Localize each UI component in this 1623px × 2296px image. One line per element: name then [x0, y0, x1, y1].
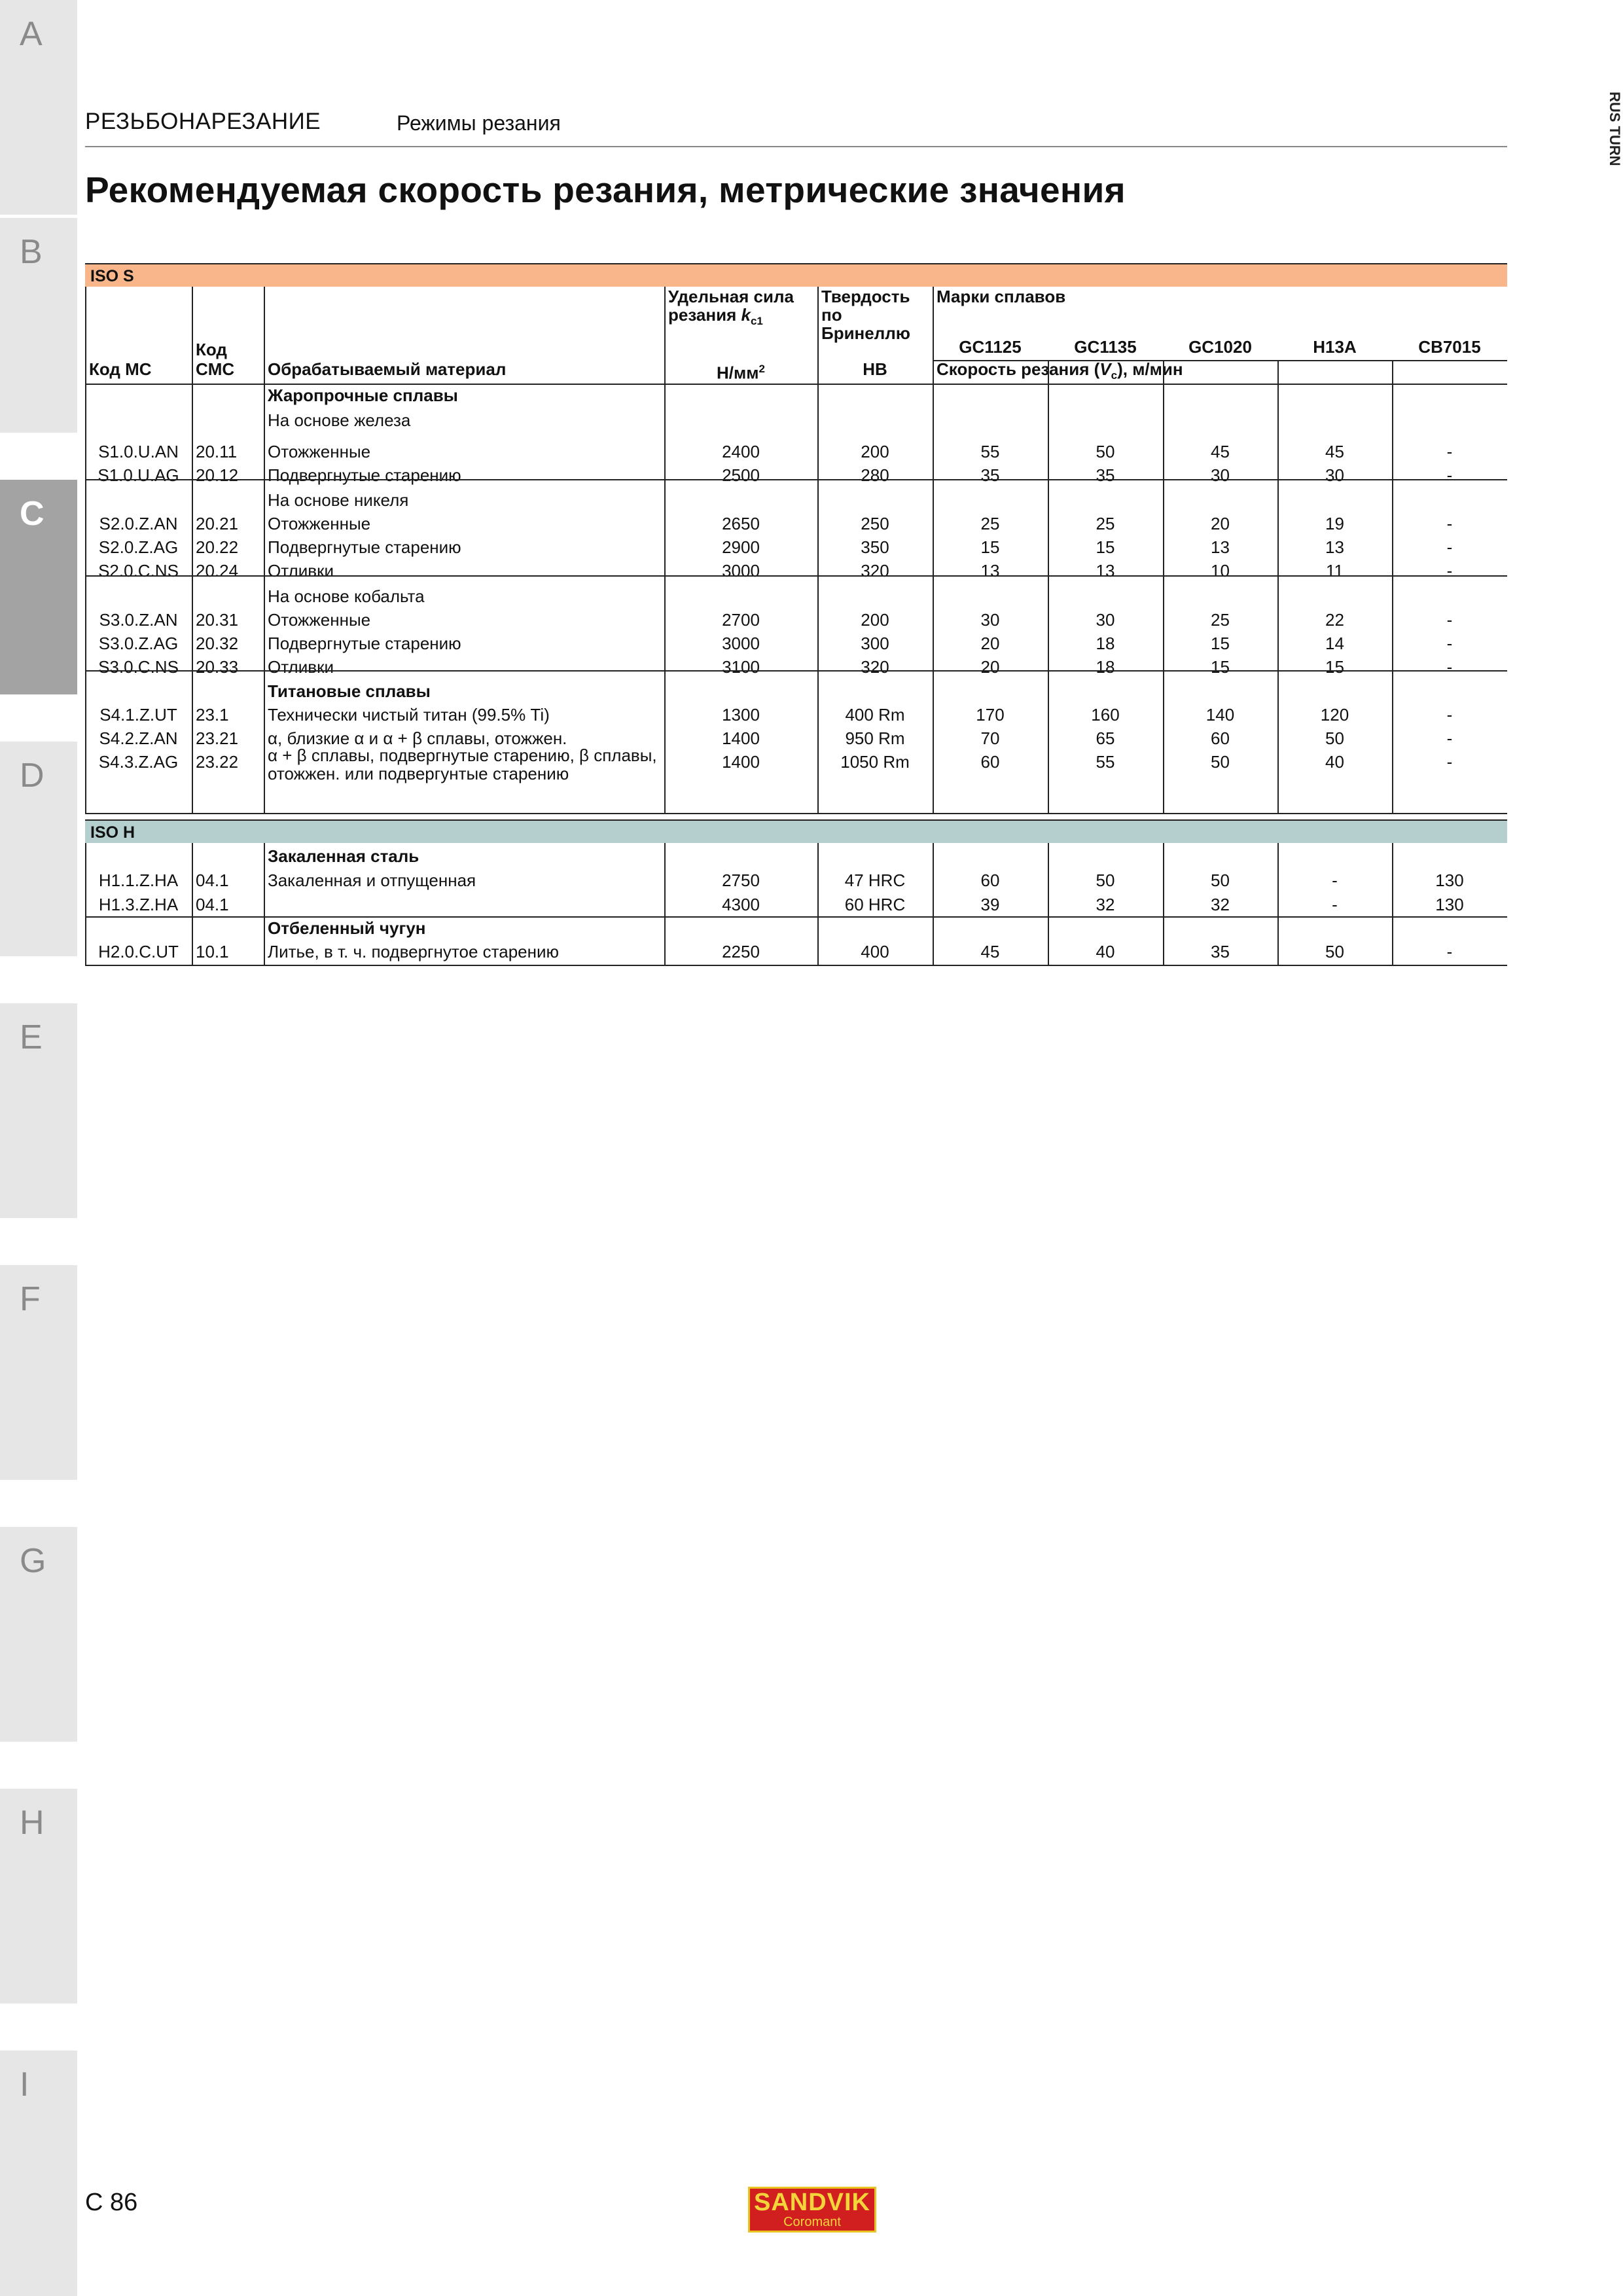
- kc-value: 3100: [722, 657, 760, 677]
- mc-code: S3.0.C.NS: [98, 657, 179, 677]
- speed-suffix: ), м/мин: [1117, 359, 1183, 379]
- speed-value: 50: [1211, 870, 1230, 890]
- header-hb-line1: Твердость: [821, 287, 910, 306]
- hardness-value: 400: [861, 942, 889, 961]
- header-kc-line1: Удельная сила: [668, 287, 794, 306]
- speed-value: -: [1446, 442, 1453, 461]
- material-name: Подвергнутые старению: [268, 465, 461, 485]
- hardness-value: 47 HRC: [844, 870, 906, 890]
- kc-value: 2900: [722, 537, 760, 557]
- speed-value: 15: [1211, 634, 1230, 653]
- speed-value: 18: [1096, 657, 1115, 677]
- cutting-speed-table: [85, 263, 1507, 970]
- speed-value: -: [1446, 657, 1453, 677]
- header-mc-code: Код MC: [89, 359, 152, 379]
- kc-value: 1400: [722, 752, 760, 772]
- header-cmc-code-2: CMC: [196, 359, 235, 379]
- header-kc-unit: [717, 357, 765, 385]
- column-rule: [264, 843, 265, 965]
- column-rule: [933, 843, 934, 965]
- speed-value: 130: [1435, 870, 1464, 890]
- grade-gc1135: GC1135: [1074, 337, 1137, 357]
- speed-value: -: [1446, 705, 1453, 725]
- speed-value: 15: [980, 537, 1000, 557]
- material-name: α, близкие α и α + β сплавы, отожжен.: [268, 728, 567, 748]
- cmc-code: 20.12: [196, 465, 239, 485]
- speed-value: 50: [1211, 752, 1230, 772]
- cmc-code: 20.24: [196, 561, 239, 581]
- tab-label: C: [20, 495, 45, 533]
- hardness-value: 950 Rm: [845, 728, 905, 748]
- speed-prefix: Скорость резания (: [936, 359, 1100, 379]
- cmc-code: 20.11: [196, 442, 238, 461]
- column-rule: [264, 287, 265, 813]
- group-rule: [85, 479, 1507, 480]
- tab-label: I: [20, 2066, 29, 2104]
- header-speed: [936, 357, 1183, 387]
- grade-h13a: H13A: [1313, 337, 1357, 357]
- speed-value: 50: [1096, 870, 1115, 890]
- material-name: α + β сплавы, подвергнутые старению, β сплавы,: [268, 745, 657, 765]
- grade-column-rule: [1048, 843, 1049, 965]
- speed-value: 55: [980, 442, 1000, 461]
- speed-value: 11: [1326, 561, 1344, 581]
- speed-value: -: [1332, 895, 1338, 914]
- mc-code: H2.0.C.UT: [98, 942, 179, 961]
- hardness-value: 60 HRC: [844, 895, 906, 914]
- speed-value: 32: [1096, 895, 1115, 914]
- speed-value: -: [1446, 514, 1453, 533]
- mc-code: H1.1.Z.HA: [98, 870, 179, 890]
- hardness-value: 400 Rm: [845, 705, 905, 725]
- cmc-code: 20.21: [196, 514, 239, 533]
- material-name: Отожженные: [268, 442, 371, 461]
- speed-value: -: [1446, 465, 1453, 485]
- kc-value: 2700: [722, 610, 760, 630]
- speed-value: 30: [1211, 465, 1230, 485]
- group-chilled-cast-iron: Отбеленный чугун: [268, 918, 426, 938]
- kc-value: 2400: [722, 442, 760, 461]
- cmc-code: 04.1: [196, 895, 229, 914]
- subgroup-nickel: На основе никеля: [268, 490, 409, 510]
- speed-value: 25: [980, 514, 1000, 533]
- speed-value: -: [1446, 537, 1453, 557]
- kc-value: 1300: [722, 705, 760, 725]
- speed-value: 35: [980, 465, 1000, 485]
- cmc-code: 23.1: [196, 705, 229, 725]
- column-rule: [817, 843, 819, 965]
- mc-code: S3.0.Z.AN: [99, 610, 178, 630]
- material-name: Подвергнутые старению: [268, 537, 461, 557]
- grade-column-rule: [1277, 843, 1279, 965]
- section-title: РЕЗЬБОНАРЕЗАНИЕ: [85, 109, 321, 134]
- iso-s-band: ISO S: [85, 263, 1507, 287]
- speed-value: 45: [1325, 442, 1344, 461]
- speed-value: -: [1446, 561, 1453, 581]
- kc-value: 2750: [722, 870, 760, 890]
- material-name: Подвергнутые старению: [268, 634, 461, 653]
- speed-value: 20: [980, 634, 1000, 653]
- language-label: RUS TURN: [1607, 92, 1623, 166]
- tab-label: E: [20, 1018, 43, 1056]
- speed-value: -: [1332, 870, 1338, 890]
- header-hb-line2: по: [821, 305, 842, 325]
- speed-value: 13: [980, 561, 1000, 581]
- tab-i[interactable]: [0, 2051, 77, 2296]
- tab-d[interactable]: [0, 742, 77, 956]
- speed-value: 55: [1096, 752, 1115, 772]
- page-title: Рекомендуемая скорость резания, метрические значения: [85, 170, 1126, 210]
- material-name: Закаленная и отпущенная: [268, 870, 476, 890]
- grade-gc1020: GC1020: [1188, 337, 1252, 357]
- hardness-value: 320: [861, 657, 889, 677]
- kc-value: 1400: [722, 728, 760, 748]
- tab-g[interactable]: [0, 1527, 77, 1742]
- speed-value: 14: [1325, 634, 1344, 653]
- mc-code: S4.3.Z.AG: [98, 752, 179, 772]
- speed-value: -: [1446, 634, 1453, 653]
- cmc-code: 20.31: [196, 610, 239, 630]
- cmc-code: 20.33: [196, 657, 239, 677]
- speed-value: 140: [1205, 705, 1235, 725]
- hardness-value: 280: [861, 465, 889, 485]
- material-name: Отливки: [268, 561, 334, 581]
- kc-value: 2250: [722, 942, 760, 961]
- header-hb-unit: HB: [863, 359, 887, 379]
- speed-value: 19: [1325, 514, 1344, 533]
- iso-h-bottom-rule: [85, 965, 1507, 966]
- tab-h[interactable]: [0, 1789, 77, 2003]
- speed-value: 45: [980, 942, 1000, 961]
- tab-c[interactable]: [0, 480, 77, 694]
- kc-value: 4300: [722, 895, 760, 914]
- speed-value: 15: [1211, 657, 1230, 677]
- tab-label: G: [20, 1542, 46, 1580]
- column-rule: [933, 287, 934, 813]
- subsection-title: Режимы резания: [397, 111, 561, 135]
- hardness-value: 300: [861, 634, 889, 653]
- speed-value: 45: [1211, 442, 1230, 461]
- column-rule: [664, 287, 666, 813]
- mc-code: S4.2.Z.AN: [99, 728, 178, 748]
- mc-code: S3.0.Z.AG: [98, 634, 179, 653]
- header-hb-line3: Бринеллю: [821, 323, 910, 343]
- material-name: Литье, в т. ч. подвергнутое старению: [268, 942, 560, 961]
- speed-value: 120: [1320, 705, 1349, 725]
- group-hardened-steel: Закаленная сталь: [268, 846, 419, 866]
- speed-value: 18: [1096, 634, 1115, 653]
- speed-subscript: c: [1111, 369, 1118, 382]
- kc-value: 2500: [722, 465, 760, 485]
- tab-label: A: [20, 15, 43, 53]
- tab-label: B: [20, 233, 43, 271]
- speed-value: 130: [1435, 895, 1464, 914]
- speed-symbol: V: [1099, 359, 1111, 379]
- speed-value: 170: [976, 705, 1005, 725]
- speed-value: 160: [1091, 705, 1120, 725]
- column-rule: [817, 287, 819, 813]
- speed-value: 50: [1325, 728, 1344, 748]
- group-heat-resistant: Жаропрочные сплавы: [268, 386, 458, 405]
- speed-value: -: [1446, 942, 1453, 961]
- speed-value: 40: [1096, 942, 1115, 961]
- page-number: C 86: [85, 2189, 138, 2216]
- grade-column-rule: [1163, 360, 1164, 813]
- tab-label: H: [20, 1804, 45, 1842]
- header-divider: [85, 146, 1507, 147]
- speed-value: 30: [1325, 465, 1344, 485]
- speed-value: 15: [1096, 537, 1115, 557]
- speed-value: 32: [1211, 895, 1230, 914]
- speed-value: 22: [1325, 610, 1344, 630]
- speed-value: 25: [1096, 514, 1115, 533]
- logo-text: SANDVIK: [753, 2189, 871, 2216]
- speed-value: 30: [1096, 610, 1115, 630]
- material-name: Отожженные: [268, 514, 371, 533]
- sandvik-logo: [748, 2187, 876, 2233]
- hardness-value: 200: [861, 610, 889, 630]
- speed-value: 35: [1096, 465, 1115, 485]
- speed-value: -: [1446, 728, 1453, 748]
- logo-subtext: Coromant: [783, 2215, 841, 2229]
- speed-value: 20: [980, 657, 1000, 677]
- group-rule: [85, 670, 1507, 672]
- speed-value: 65: [1096, 728, 1115, 748]
- speed-value: 40: [1325, 752, 1344, 772]
- speed-value: 60: [980, 752, 1000, 772]
- speed-value: 13: [1096, 561, 1115, 581]
- speed-value: 39: [980, 895, 1000, 914]
- grade-gc1125: GC1125: [959, 337, 1022, 357]
- speed-value: 30: [980, 610, 1000, 630]
- speed-value: 35: [1211, 942, 1230, 961]
- kc-value: 3000: [722, 634, 760, 653]
- cmc-code: 23.21: [196, 728, 239, 748]
- kc-subscript: c1: [750, 315, 763, 328]
- speed-value: 13: [1211, 537, 1230, 557]
- hardness-value: 1050 Rm: [840, 752, 910, 772]
- subgroup-iron: На основе железа: [268, 410, 411, 430]
- header-kc-line2: [668, 305, 763, 331]
- speed-value: 20: [1211, 514, 1230, 533]
- grade-column-rule: [1277, 360, 1279, 813]
- column-rule: [192, 287, 193, 813]
- iso-s-bottom-rule: [85, 813, 1507, 814]
- material-name: Технически чистый титан (99.5% Ti): [268, 705, 550, 725]
- speed-value: 50: [1325, 942, 1344, 961]
- hardness-value: 200: [861, 442, 889, 461]
- mc-code: S1.0.U.AG: [98, 465, 179, 485]
- grade-column-rule: [1048, 360, 1049, 813]
- grade-column-rule: [1163, 843, 1164, 965]
- mc-code: S2.0.C.NS: [98, 561, 179, 581]
- tab-a[interactable]: [0, 0, 77, 215]
- grade-column-rule: [1392, 843, 1393, 965]
- hardness-value: 350: [861, 537, 889, 557]
- column-rule: [192, 843, 193, 965]
- material-name-cont: отожжен. или подвергунтые старению: [268, 764, 569, 783]
- material-name: Отожженные: [268, 610, 371, 630]
- kc-value: 2650: [722, 514, 760, 533]
- tab-label: D: [20, 757, 45, 795]
- cmc-code: 23.22: [196, 752, 239, 772]
- header-cmc-code: Код: [196, 340, 227, 359]
- speed-value: 13: [1325, 537, 1344, 557]
- kc-unit-power: 2: [758, 363, 765, 375]
- tab-b[interactable]: [0, 218, 77, 433]
- cmc-code: 20.22: [196, 537, 239, 557]
- mc-code: S2.0.Z.AG: [98, 537, 179, 557]
- speed-value: 60: [980, 870, 1000, 890]
- grade-cb7015: CB7015: [1418, 337, 1481, 357]
- tab-e[interactable]: [0, 1003, 77, 1218]
- speed-value: 50: [1096, 442, 1115, 461]
- kc-unit: Н/мм: [717, 363, 759, 383]
- group-rule: [85, 916, 1507, 918]
- speed-value: 10: [1211, 561, 1230, 581]
- speed-value: -: [1446, 610, 1453, 630]
- hardness-value: 250: [861, 514, 889, 533]
- speed-value: -: [1446, 752, 1453, 772]
- mc-code: H1.3.Z.HA: [98, 895, 179, 914]
- grade-column-rule: [1392, 360, 1393, 813]
- mc-code: S1.0.U.AN: [98, 442, 179, 461]
- kc-value: 3000: [722, 561, 760, 581]
- subgroup-cobalt: На основе кобальта: [268, 586, 425, 606]
- header-grades-title: Марки сплавов: [936, 287, 1066, 306]
- header-material: Обрабатываемый материал: [268, 359, 507, 379]
- column-rule: [85, 287, 86, 813]
- iso-h-band: ISO H: [85, 819, 1507, 843]
- kc-symbol: k: [741, 305, 751, 325]
- cmc-code: 10.1: [196, 942, 229, 961]
- column-rule: [85, 843, 86, 965]
- speed-value: 15: [1325, 657, 1344, 677]
- tab-label: F: [20, 1280, 41, 1318]
- section-tabs: [0, 0, 77, 2296]
- speed-value: 60: [1211, 728, 1230, 748]
- mc-code: S2.0.Z.AN: [99, 514, 178, 533]
- speed-value: 25: [1211, 610, 1230, 630]
- group-titanium: Титановые сплавы: [268, 681, 431, 701]
- column-rule: [664, 843, 666, 965]
- tab-f[interactable]: [0, 1265, 77, 1480]
- group-rule: [85, 575, 1507, 577]
- hardness-value: 320: [861, 561, 889, 581]
- cmc-code: 20.32: [196, 634, 239, 653]
- material-name: Отливки: [268, 657, 334, 677]
- speed-value: 70: [980, 728, 1000, 748]
- cmc-code: 04.1: [196, 870, 229, 890]
- mc-code: S4.1.Z.UT: [99, 705, 177, 725]
- kc-label: резания: [668, 305, 737, 325]
